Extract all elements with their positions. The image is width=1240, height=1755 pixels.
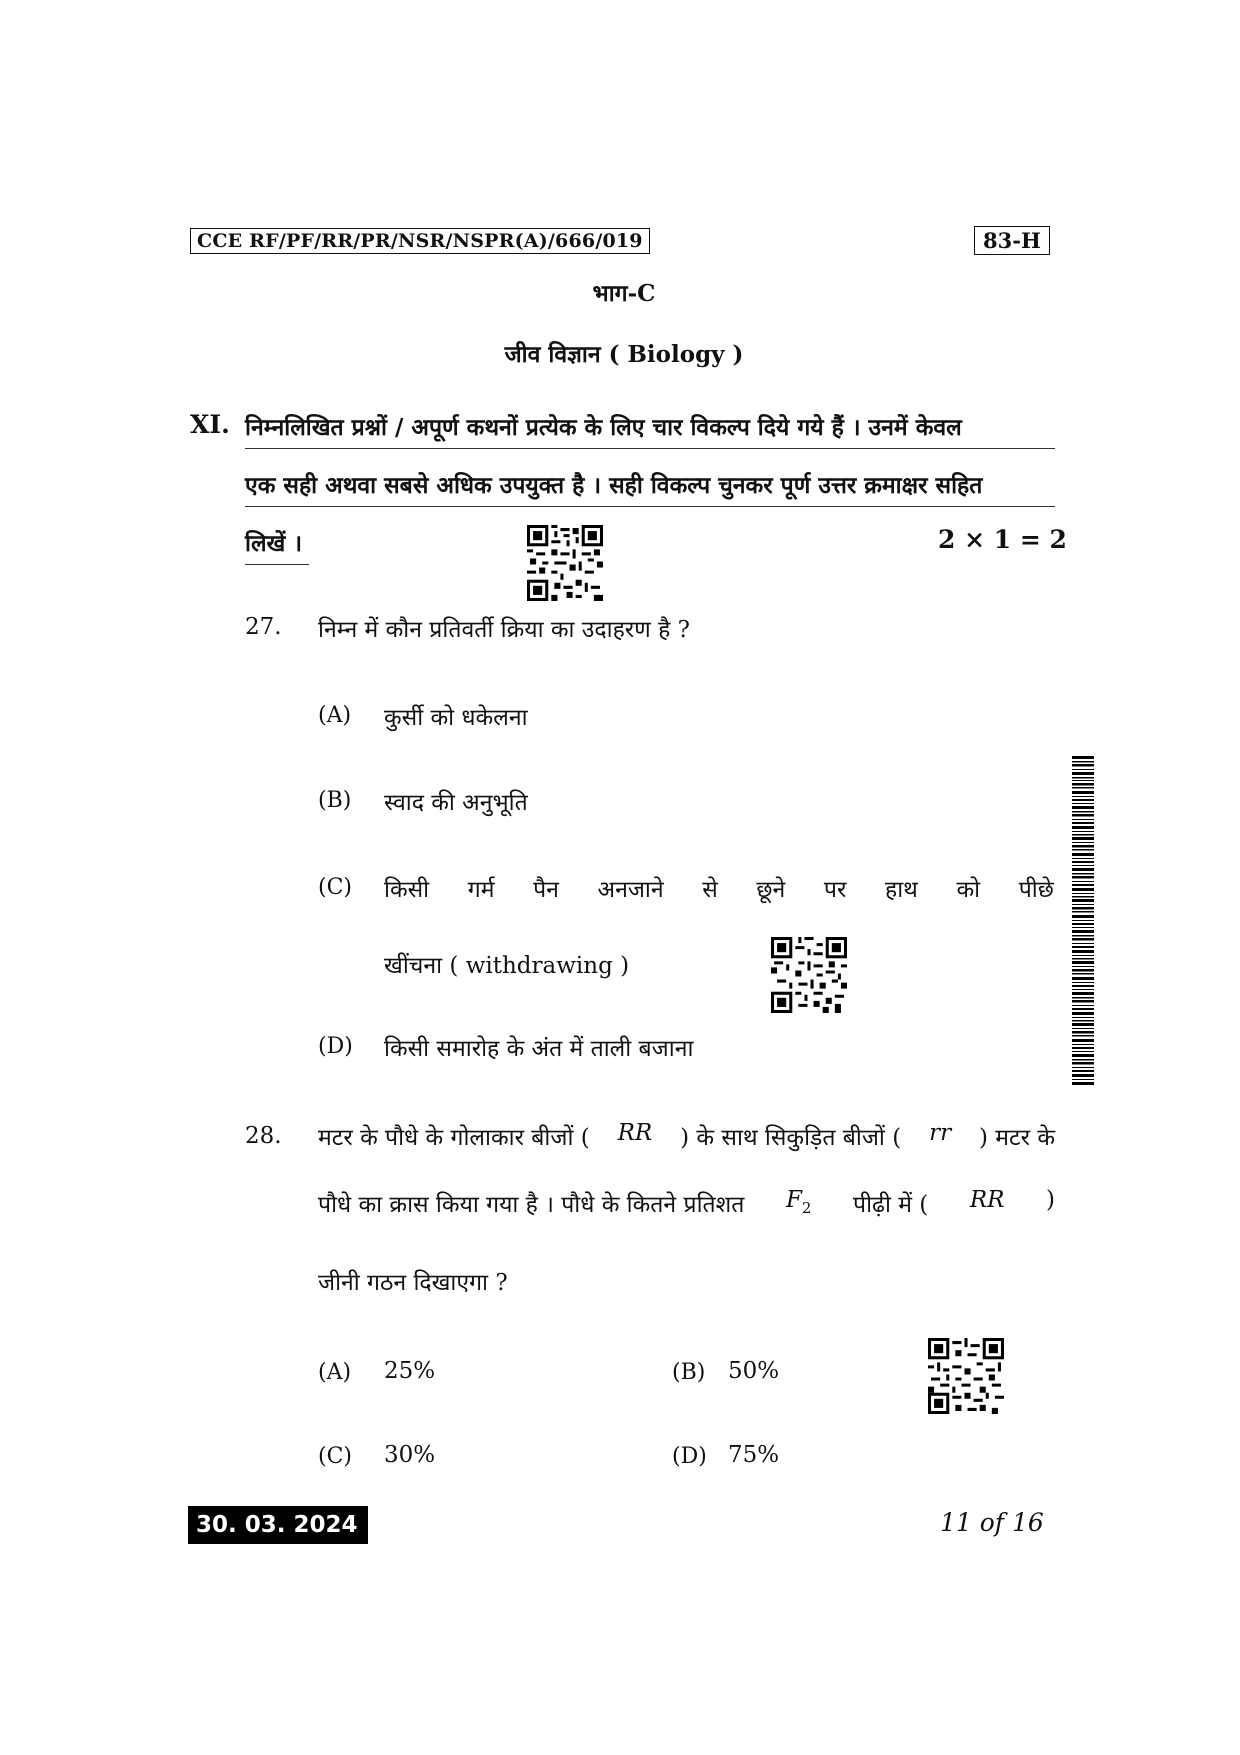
barcode-icon	[1072, 756, 1094, 1086]
exam-date: 30. 03. 2024	[188, 1506, 368, 1544]
part-title: भाग-C	[592, 280, 656, 307]
instruction-underline-2	[245, 506, 1055, 507]
instruction-line-2: एक सही अथवा सबसे अधिक उपयुक्त है । सही विकल्प चुनकर पूर्ण उत्तर क्रमाक्षर सहित	[245, 472, 983, 499]
qr-code-icon	[928, 1338, 1004, 1414]
option-letter: (C)	[318, 875, 352, 900]
option-letter: (B)	[672, 1360, 706, 1385]
option-text: कुर्सी को धकेलना	[384, 705, 528, 731]
question-text-line2: पौधे का क्रास किया गया है । पौधे के कितने प्रतिशत $F_2$ पीढ़ी में ( RR )	[318, 1187, 1055, 1218]
option-text: 50%	[728, 1358, 780, 1384]
option-letter: (D)	[318, 1034, 353, 1059]
option-letter: (A)	[318, 1360, 352, 1385]
instruction-underline-1	[245, 448, 1055, 449]
question-text: निम्न में कौन प्रतिवर्ती क्रिया का उदाहरण है ?	[318, 617, 690, 643]
question-number: 27.	[245, 614, 282, 640]
qr-code-icon	[527, 525, 603, 601]
option-text: किसी समारोह के अंत में ताली बजाना	[384, 1036, 694, 1062]
option-text: 25%	[384, 1358, 436, 1384]
exam-code: CCE RF/PF/RR/PR/NSR/NSPR(A)/666/019	[190, 228, 650, 254]
option-letter: (D)	[672, 1444, 707, 1469]
instruction-line-3: लिखें ।	[245, 530, 303, 557]
question-number: 28.	[245, 1123, 282, 1149]
section-marks: 2 × 1 = 2	[938, 525, 1067, 554]
option-text-justified: किसी गर्म पैन अनजाने से छूने पर हाथ को पीछे	[384, 877, 1054, 903]
instruction-line-1: निम्नलिखित प्रश्नों / अपूर्ण कथनों प्रत्येक के लिए चार विकल्प दिये गये हैं । उनमें केवल	[245, 414, 962, 441]
question-text-line1: मटर के पौधे के गोलाकार बीजों ( RR ) के साथ सिकुड़ित बीजों ( rr ) मटर के	[318, 1120, 1055, 1151]
question-text-line3: जीनी गठन दिखाएगा ?	[318, 1270, 508, 1296]
option-text-line2: खींचना ( withdrawing )	[384, 953, 630, 979]
section-number: XI.	[190, 410, 230, 439]
page-number: 11 of 16	[940, 1508, 1044, 1537]
option-text: स्वाद की अनुभूति	[384, 790, 528, 816]
option-letter: (A)	[318, 703, 352, 728]
paper-code: 83-H	[974, 226, 1050, 255]
option-letter: (B)	[318, 788, 352, 813]
option-text: 30%	[384, 1442, 436, 1468]
qr-code-icon	[771, 937, 847, 1013]
subject-title: जीव विज्ञान ( Biology )	[504, 341, 744, 368]
instruction-underline-3	[245, 564, 309, 565]
option-letter: (C)	[318, 1444, 352, 1469]
option-text: 75%	[728, 1442, 780, 1468]
